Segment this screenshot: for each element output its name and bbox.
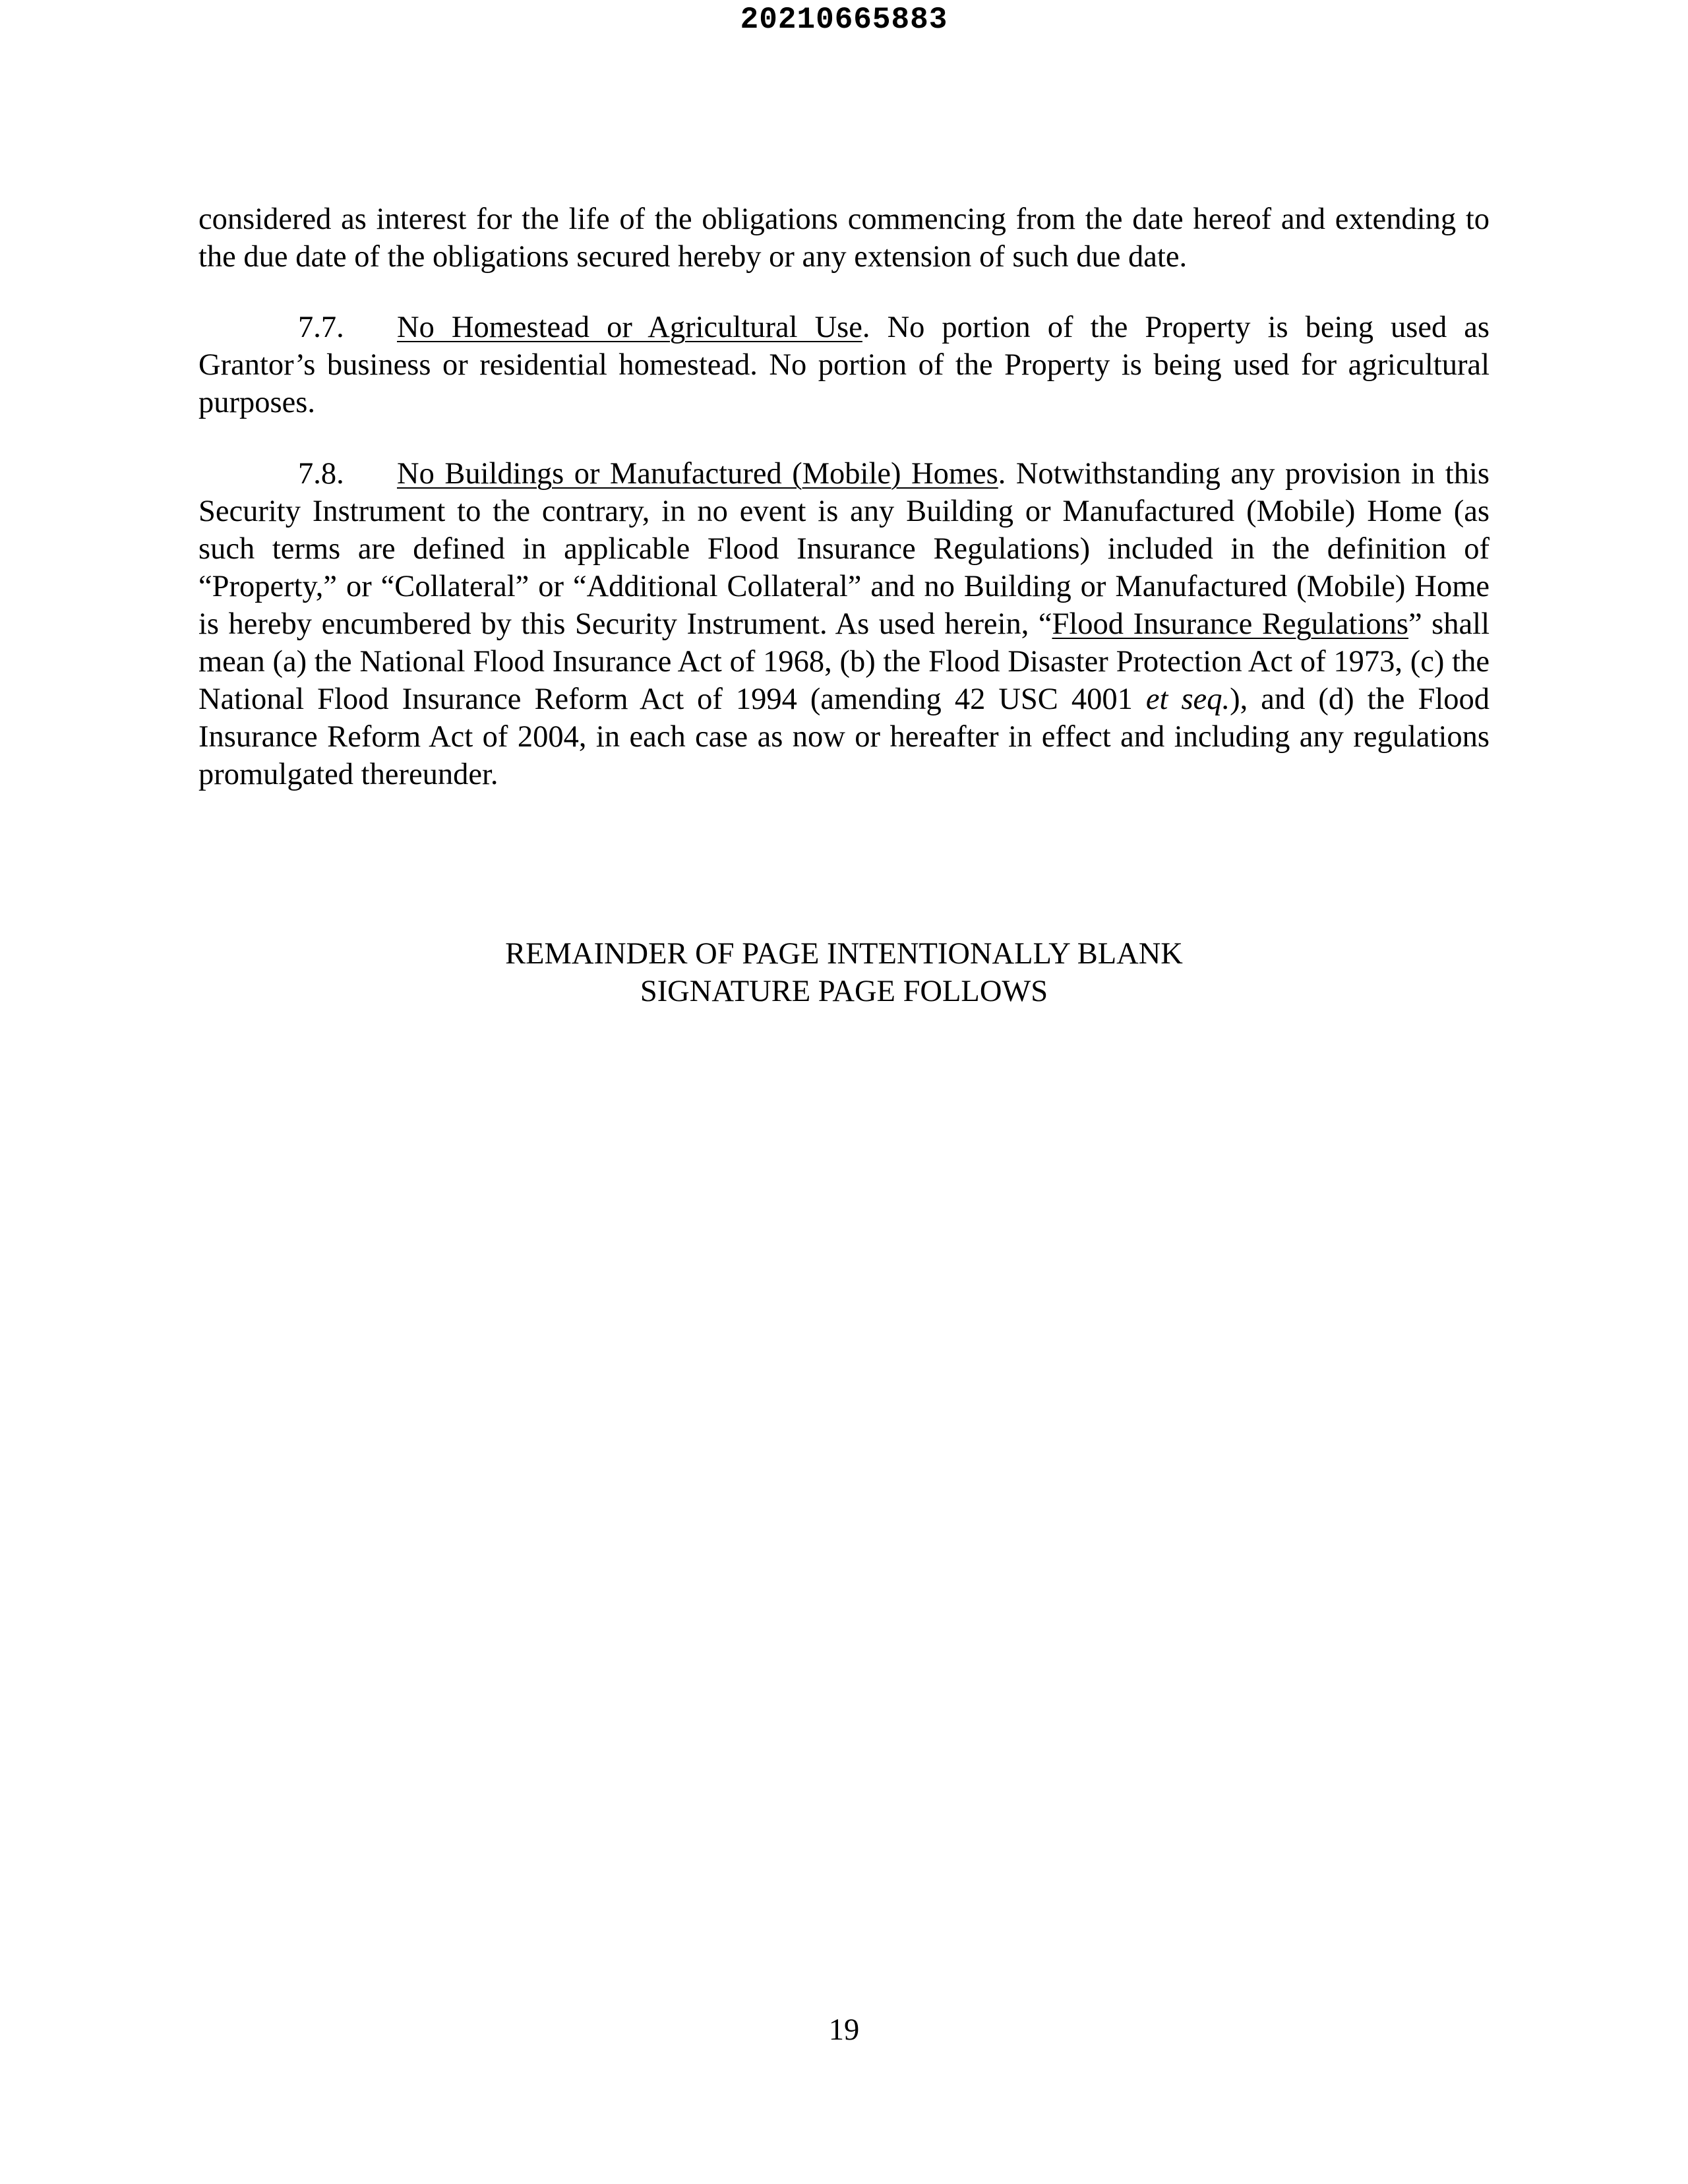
section-7-8 — [198, 455, 1490, 793]
closing-notice — [0, 935, 1688, 1010]
defined-term: Flood Insurance Regulations — [1052, 607, 1408, 641]
section-heading: No Buildings or Manufactured (Mobile) Homes — [397, 457, 998, 491]
paragraph-continuation-text: considered as interest for the life of the obligations commencing from the date hereof and extending to the due date of the obligations secured hereby or any extension of such due date. — [198, 202, 1490, 274]
paragraph-continuation — [198, 200, 1490, 276]
section-number: 7.8. — [298, 457, 344, 491]
section-heading: No Homestead or Agricultural Use — [397, 311, 862, 344]
closing-line-1: REMAINDER OF PAGE INTENTIONALLY BLANK — [505, 937, 1183, 971]
section-7-7 — [198, 309, 1490, 421]
italic-term: et seq. — [1145, 682, 1230, 716]
page-number: 19 — [828, 2013, 860, 2047]
document-number: 20210665883 — [740, 3, 948, 37]
section-text-part-1: . Notwithstanding any provision in this Security Instrument to the contrary, in no event is any Building or Manufactured (Mobile) Home (as such terms are defined in applicable Flood Insurance Regulations) included in the definition of “Property,” or “Collateral” or “Additional Collateral” and no Building or Manufactured (Mobile) Home is hereby encumbered by this Security Instrument. As used herein, “ — [198, 457, 1490, 641]
section-number: 7.7. — [298, 311, 344, 344]
section-text: . No portion of the Property is being used as Grantor’s business or residential homestead. No portion of the Property is being used for agricultural purposes. — [198, 311, 1490, 419]
section-text-part-2: ” shall mean (a) the National Flood Insurance Act of 1968, (b) the Flood Disaster Protection Act of 1973, (c) the National Flood Insurance Reform Act of 1994 (amending 42 USC 4001 — [198, 607, 1490, 716]
closing-line-2: SIGNATURE PAGE FOLLOWS — [640, 975, 1048, 1008]
section-text-part-3: ), and (d) the Flood Insurance Reform Act of 2004, in each case as now or hereafter in effect and including any regulations promulgated thereunder. — [198, 682, 1490, 791]
